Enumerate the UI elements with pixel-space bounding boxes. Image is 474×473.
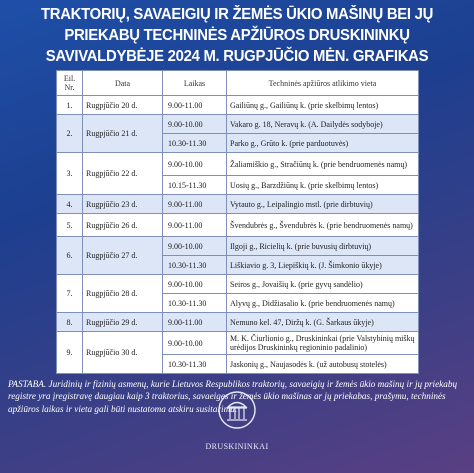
row-place: Seiros g., Jovaišių k. (prie gyvų sandėlio) bbox=[227, 275, 419, 294]
schedule-table bbox=[56, 70, 419, 374]
row-date: Rugpjūčio 28 d. bbox=[83, 275, 163, 313]
row-place: Alyvų g., Didžiasalio k. (prie bendruomenės namų) bbox=[227, 294, 419, 313]
row-time: 9.00-10.00 bbox=[163, 153, 227, 176]
row-date: Rugpjūčio 22 d. bbox=[83, 153, 163, 195]
row-date: Rugpjūčio 27 d. bbox=[83, 237, 163, 275]
row-time: 10.30-11.30 bbox=[163, 294, 227, 313]
row-time: 9.00-11.00 bbox=[163, 214, 227, 237]
row-place: Vakaro g. 18, Neravų k. (A. Dailydės sodyboje) bbox=[227, 115, 419, 134]
row-place: Gailiūnų g., Gailiūnų k. (prie skelbimų lentos) bbox=[227, 96, 419, 115]
page-title bbox=[17, 4, 457, 67]
table-row bbox=[57, 237, 419, 256]
row-number: 8. bbox=[57, 313, 83, 332]
header-place: Techninės apžiūros atlikimo vieta bbox=[227, 71, 419, 96]
row-place: Vytauto g., Leipalingio mstl. (prie dirbtuvių) bbox=[227, 195, 419, 214]
table-row bbox=[57, 96, 419, 115]
row-place: Liškiavio g. 3, Liepiškių k. (J. Šimkonio ūkyje) bbox=[227, 256, 419, 275]
row-place: Uosių g., Barzdžiūnų k. (prie skelbimų lentos) bbox=[227, 176, 419, 195]
row-time: 9.00-10.00 bbox=[163, 237, 227, 256]
note-text: PASTABA. Juridinių ir fizinių asmenų, kurie Lietuvos Respublikos traktorių, savaeigių ir žemės ūkio mašinų ir jų priekabų registre yra įregistravę daugiau kaip 3 traktorius, savaeiges ir žemės ūkio mašinas ar jų priekabas, prašymu, techninės apžiūros laikas ir vieta gali būti nustatoma atskiru susitarimu. bbox=[8, 379, 458, 414]
table-row bbox=[57, 214, 419, 237]
row-time: 9.00-10.00 bbox=[163, 275, 227, 294]
municipal-pavilion-icon bbox=[217, 390, 257, 430]
row-time: 10.30-11.30 bbox=[163, 256, 227, 275]
row-date: Rugpjūčio 20 d. bbox=[83, 96, 163, 115]
row-time: 10.30-11.30 bbox=[163, 134, 227, 153]
row-place: M. K. Čiurlionio g., Druskininkai (prie Valstybinių miškų urėdijos Druskininkų regioninio padalinio) bbox=[227, 332, 419, 355]
table-row bbox=[57, 153, 419, 176]
row-time: 9.00-11.00 bbox=[163, 96, 227, 115]
table-row bbox=[57, 313, 419, 332]
row-number: 4. bbox=[57, 195, 83, 214]
row-time: 9.00-10.00 bbox=[163, 332, 227, 355]
row-place: Ilgoji g., Ricielių k. (prie buvusių dirbtuvių) bbox=[227, 237, 419, 256]
row-number: 9. bbox=[57, 332, 83, 374]
row-time: 10.15-11.30 bbox=[163, 176, 227, 195]
row-time: 10.30-11.30 bbox=[163, 355, 227, 374]
title-line-2: PRIEKABŲ TECHNINĖS APŽIŪROS DRUSKININKŲ bbox=[64, 27, 410, 44]
header-time: Laikas bbox=[163, 71, 227, 96]
row-place: Jaskonių g., Naujasodės k. (už autobusų stotelės) bbox=[227, 355, 419, 374]
row-place: Nemuno kel. 47, Diržų k. (G. Šarkaus ūkyje) bbox=[227, 313, 419, 332]
row-date: Rugpjūčio 30 d. bbox=[83, 332, 163, 374]
row-date: Rugpjūčio 21 d. bbox=[83, 115, 163, 153]
row-time: 9.00-11.00 bbox=[163, 195, 227, 214]
row-place: Žaliamiškio g., Stračiūnų k. (prie bendruomenės namų) bbox=[227, 153, 419, 176]
row-place: Parko g., Grūto k. (prie parduotuvės) bbox=[227, 134, 419, 153]
table-row bbox=[57, 115, 419, 134]
title-line-3: SAVIVALDYBĖJE 2024 M. RUGPJŪČIO MĖN. GRAFIKAS bbox=[45, 48, 429, 65]
row-number: 1. bbox=[57, 96, 83, 115]
row-date: Rugpjūčio 23 d. bbox=[83, 195, 163, 214]
header-nr: Eil. Nr. bbox=[57, 71, 83, 96]
row-time: 9.00-11.00 bbox=[163, 313, 227, 332]
table-row bbox=[57, 195, 419, 214]
logo-text: DRUSKININKAI bbox=[205, 442, 269, 451]
row-number: 3. bbox=[57, 153, 83, 195]
row-time: 9.00-10.00 bbox=[163, 115, 227, 134]
row-number: 2. bbox=[57, 115, 83, 153]
row-number: 7. bbox=[57, 275, 83, 313]
row-date: Rugpjūčio 29 d. bbox=[83, 313, 163, 332]
schedule-table-wrap bbox=[56, 70, 418, 374]
table-row bbox=[57, 332, 419, 355]
row-number: 5. bbox=[57, 214, 83, 237]
row-date: Rugpjūčio 26 d. bbox=[83, 214, 163, 237]
row-number: 6. bbox=[57, 237, 83, 275]
title-line-1: TRAKTORIŲ, SAVAEIGIŲ IR ŽEMĖS ŪKIO MAŠINŲ BEI JŲ bbox=[40, 6, 434, 23]
table-body bbox=[57, 96, 419, 374]
table-header-row bbox=[57, 71, 419, 96]
row-place: Švendubrės g., Švendubrės k. (prie bendruomenės namų) bbox=[227, 214, 419, 237]
table-row bbox=[57, 275, 419, 294]
header-date: Data bbox=[83, 71, 163, 96]
